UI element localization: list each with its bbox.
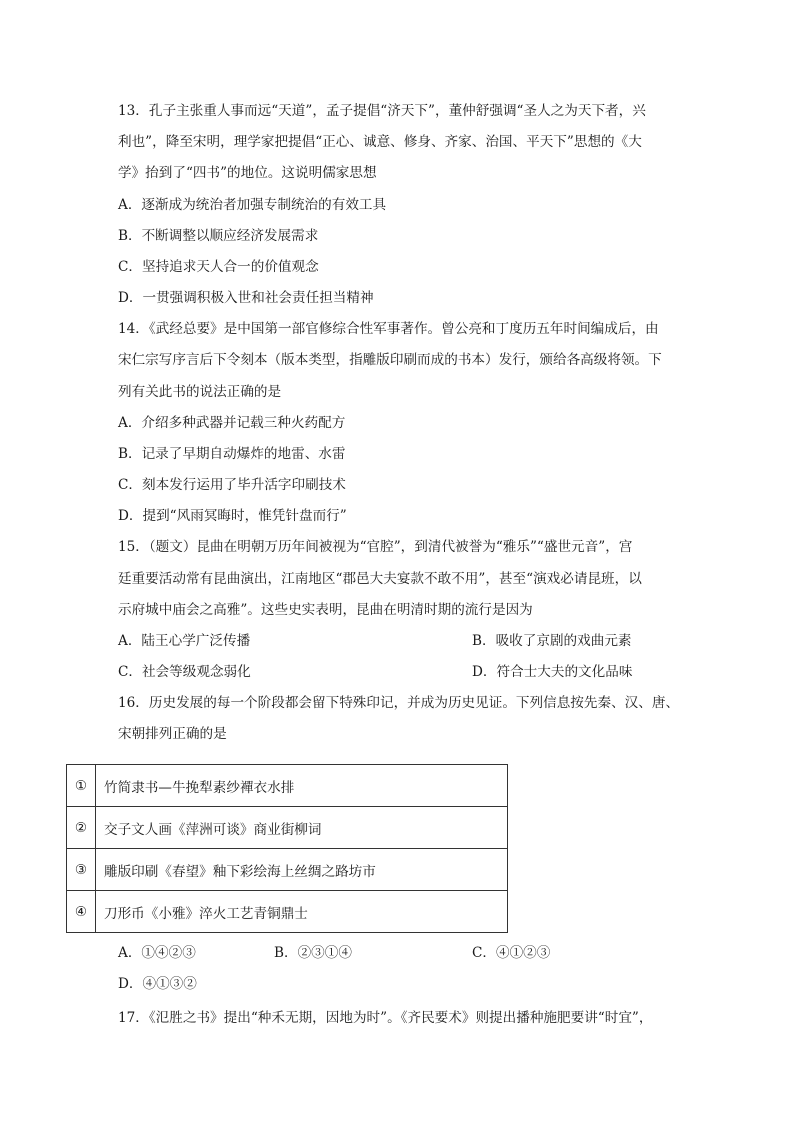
q15-option-d: D．符合士大夫的文化品味 [472,664,633,680]
q14-option-b: B．记录了早期自动爆炸的地雷、水雷 [118,446,346,462]
q14-option-d: D．提到“风雨冥晦时，惟凭针盘而行” [118,508,347,524]
q16-option-d: D．④①③② [118,976,197,992]
q16-option-c: C．④①②③ [472,945,551,961]
row-number: ③ [67,849,96,891]
q16-stem-line-2: 宋朝排列正确的是 [118,726,227,742]
q13-option-a: A．逐渐成为统治者加强专制统治的有效工具 [118,197,387,213]
q14-option-a: A．介绍多种武器并记载三种火药配方 [118,415,346,431]
q14-stem-line-1: 14．《武经总要》是中国第一部官修综合性军事著作。曾公亮和丁度历五年时间编成后，由 [118,321,659,337]
q17-stem-line-1: 17．《氾胜之书》提出“种禾无期，因地为时”。《齐民要术》则提出播种施肥要讲“时宜”， [118,1010,653,1026]
table-row [67,807,508,849]
q15-option-a: A．陆王心学广泛传播 [118,633,251,649]
q16-stem-line-1: 16．历史发展的每一个阶段都会留下特殊印记，并成为历史见证。下列信息按先秦、汉、唐、 [118,695,680,711]
q14-stem-line-2: 宋仁宗写序言后下令刻本（版本类型，指雕版印刷而成的书本）发行，颁给各高级将领。下 [118,352,662,368]
q13-option-c: C．坚持追求天人合一的价值观念 [118,259,319,275]
q15-stem-line-1: 15．（题文）昆曲在明朝万历年间被视为“官腔”，到清代被誉为“雅乐”“盛世元音”，宫 [118,539,633,555]
q14-option-c: C．刻本发行运用了毕升活字印刷技术 [118,477,346,493]
row-text: 竹简隶书—牛挽犁素纱襌衣水排 [96,765,508,807]
row-number: ② [67,807,96,849]
table-row [67,849,508,891]
q15-stem-line-3: 示府城中庙会之高雅”。这些史实表明，昆曲在明清时期的流行是因为 [118,602,533,618]
q15-option-c: C．社会等级观念弱化 [118,664,251,680]
q15-stem-line-2: 廷重要活动常有昆曲演出，江南地区“郡邑大夫宴款不敢不用”，甚至“演戏必请昆班，以 [118,571,642,587]
row-number: ① [67,765,96,807]
q13-stem-line-1: 13．孔子主张重人事而远“天道”，孟子提倡“济天下”，董仲舒强调“圣人之为天下者，兴 [118,103,646,119]
row-text: 交子文人画《萍洲可谈》商业街柳词 [96,807,508,849]
table-row [67,765,508,807]
q13-option-b: B．不断调整以顺应经济发展需求 [118,228,319,244]
q13-option-d: D．一贯强调积极入世和社会责任担当精神 [118,290,374,306]
row-number: ④ [67,891,96,933]
q16-info-table [66,764,508,933]
q16-option-b: B．②③①④ [274,945,352,961]
row-text: 刀形币《小雅》淬火工艺青铜鼎士 [96,891,508,933]
table-row [67,891,508,933]
q15-option-b: B．吸收了京剧的戏曲元素 [472,633,632,649]
q14-stem-line-3: 列有关此书的说法正确的是 [118,384,282,400]
q13-stem-line-3: 学》抬到了“四书”的地位。这说明儒家思想 [118,165,377,181]
row-text: 雕版印刷《春望》釉下彩绘海上丝绸之路坊市 [96,849,508,891]
q13-stem-line-2: 利也”，降至宋明，理学家把提倡“正心、诚意、修身、齐家、治国、平天下”思想的《大 [118,134,642,150]
q16-option-a: A．①④②③ [118,945,196,961]
